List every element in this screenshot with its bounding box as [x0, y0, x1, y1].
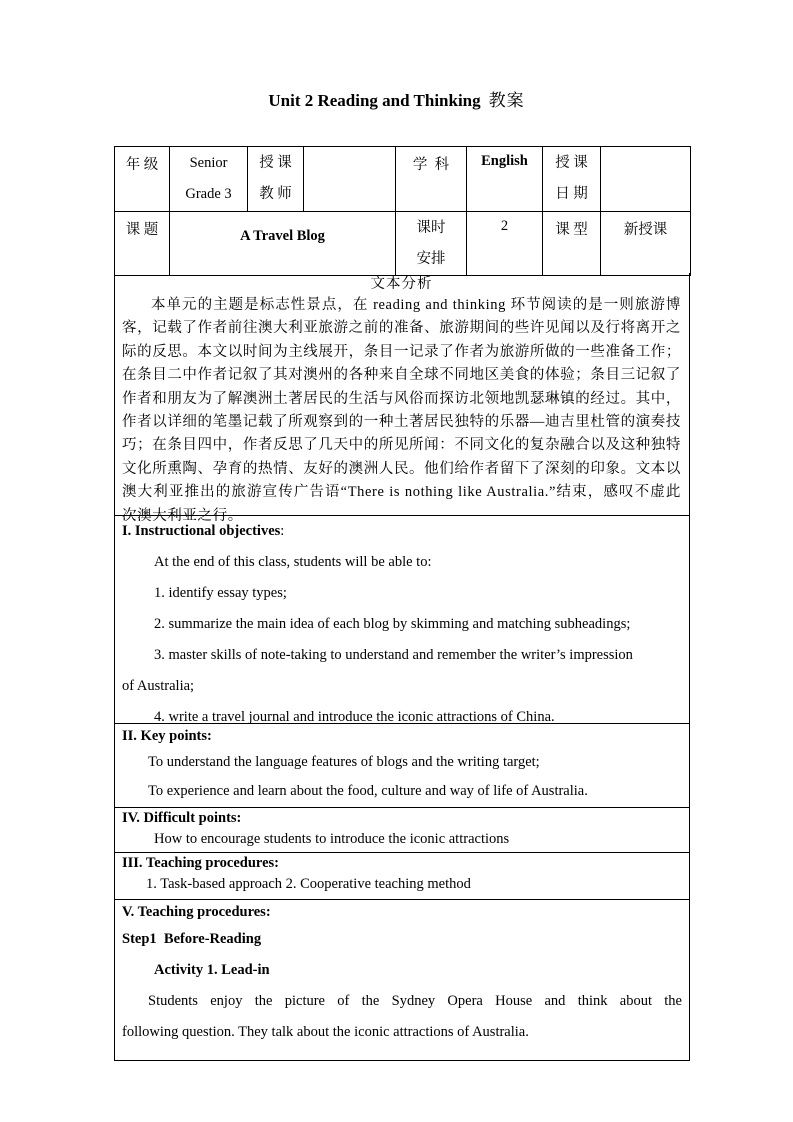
grade-label: 年 级 [125, 157, 159, 173]
date-value-cell [601, 147, 691, 212]
objective-item: 1. identify essay types; [154, 585, 287, 601]
analysis-heading: 文本分析 [370, 276, 433, 292]
key-points-heading: II. Key points: [122, 728, 212, 744]
objectives-colon: : [280, 523, 285, 539]
procedures-step: Step1 Before-Reading [122, 931, 262, 947]
subject-value-cell [467, 147, 543, 212]
procedures-paragraph-line1: Students enjoy the picture of the Sydney Opera House and think about the [148, 993, 682, 1009]
procedures-heading: V. Teaching procedures: [122, 904, 271, 920]
type-value-cell [601, 212, 691, 276]
grade-value-line2: Grade 3 [185, 186, 232, 202]
objective-item: 2. summarize the main idea of each blog by skimming and matching subheadings; [154, 616, 631, 632]
teacher-label-line1: 授 课 [259, 155, 292, 171]
hours-label-line1: 课时 [416, 220, 446, 236]
lesson-info-table [114, 146, 691, 276]
difficult-points-heading: IV. Difficult points: [122, 810, 242, 826]
objective-item: 3. master skills of note-taking to understand and remember the writer’s impression [154, 647, 633, 663]
document-title [0, 86, 793, 111]
key-point-item: To understand the language features of blogs and the writing target; [148, 754, 540, 770]
key-points-section [114, 724, 690, 808]
objectives-intro: At the end of this class, students will be able to: [154, 554, 432, 570]
date-label-line2: 日 期 [555, 186, 588, 202]
objectives-section [114, 516, 690, 724]
hours-value-cell [467, 212, 543, 276]
hours-label-line2: 安排 [416, 251, 446, 267]
topic-value: A Travel Blog [240, 228, 325, 244]
grade-value-cell [170, 147, 248, 212]
teaching-methods-heading: III. Teaching procedures: [122, 855, 279, 871]
text-analysis-section [114, 273, 690, 524]
type-label-cell [543, 212, 601, 276]
type-value: 新授课 [623, 222, 668, 238]
subject-label-cell [396, 147, 467, 212]
procedures-activity: Activity 1. Lead-in [154, 962, 270, 978]
grade-value-line1: Senior [189, 155, 228, 171]
subject-value: English [481, 153, 528, 169]
subject-label: 学 科 [412, 157, 450, 173]
date-label-line1: 授 课 [555, 155, 588, 171]
key-point-item: To experience and learn about the food, culture and way of life of Australia. [148, 783, 588, 799]
analysis-body: 本单元的主题是标志性景点，在 reading and thinking 环节阅读的是一则旅游博客，记载了作者前往澳大利亚旅游之前的准备、旅游期间的些许见闻以及行将离开之际的反思。本文以时间为主线展开，条目一记录了作者为旅游所做的一些准备工作；在条目二中作者记叙了其对澳州的各种来自全球不同地区美食的体验；条目三记叙了作者和朋友为了解澳洲土著居民的生活与风俗而探访北领地凯瑟琳镇的经过。其中，作者以详细的笔墨记载了所观察到的一种土著居民独特的乐器—迪吉里杜管的演奏技巧；在条目四中，作者反思了几天中的所见所闻：不同文化的复杂融合以及这种独特文化所熏陶、孕育的热情、友好的澳洲人民。他们给作者留下了深刻的印象。文本以澳大利亚推出的旅游宣传广告语“There is nothing like Australia.”结束，感叹不虚此次澳大利亚之行。 [122, 297, 681, 524]
topic-label: 课 题 [125, 222, 159, 238]
hours-value: 2 [500, 218, 509, 234]
procedures-section [114, 900, 690, 1061]
type-label: 课 型 [555, 222, 588, 238]
topic-value-cell [170, 212, 396, 276]
procedures-paragraph-line2: following question. They talk about the iconic attractions of Australia. [122, 1024, 529, 1040]
objective-item-continued: of Australia; [122, 678, 195, 694]
teaching-methods-text: 1. Task-based approach 2. Cooperative teaching method [146, 876, 471, 892]
objective-item: 4. write a travel journal and introduce the iconic attractions of China. [154, 709, 555, 725]
grade-label-cell [115, 147, 170, 212]
difficult-points-text: How to encourage students to introduce the iconic attractions [154, 831, 510, 847]
topic-label-cell [115, 212, 170, 276]
title-cn: 教案 [488, 91, 525, 110]
hours-label-cell [396, 212, 467, 276]
teacher-label-line2: 教 师 [259, 186, 292, 202]
difficult-points-section [114, 808, 690, 853]
title-main: Unit 2 Reading and Thinking [268, 91, 481, 110]
objectives-heading: I. Instructional objectives [122, 523, 281, 539]
teacher-label-cell [248, 147, 304, 212]
teacher-value-cell [304, 147, 396, 212]
teaching-methods-section [114, 853, 690, 900]
date-label-cell [543, 147, 601, 212]
